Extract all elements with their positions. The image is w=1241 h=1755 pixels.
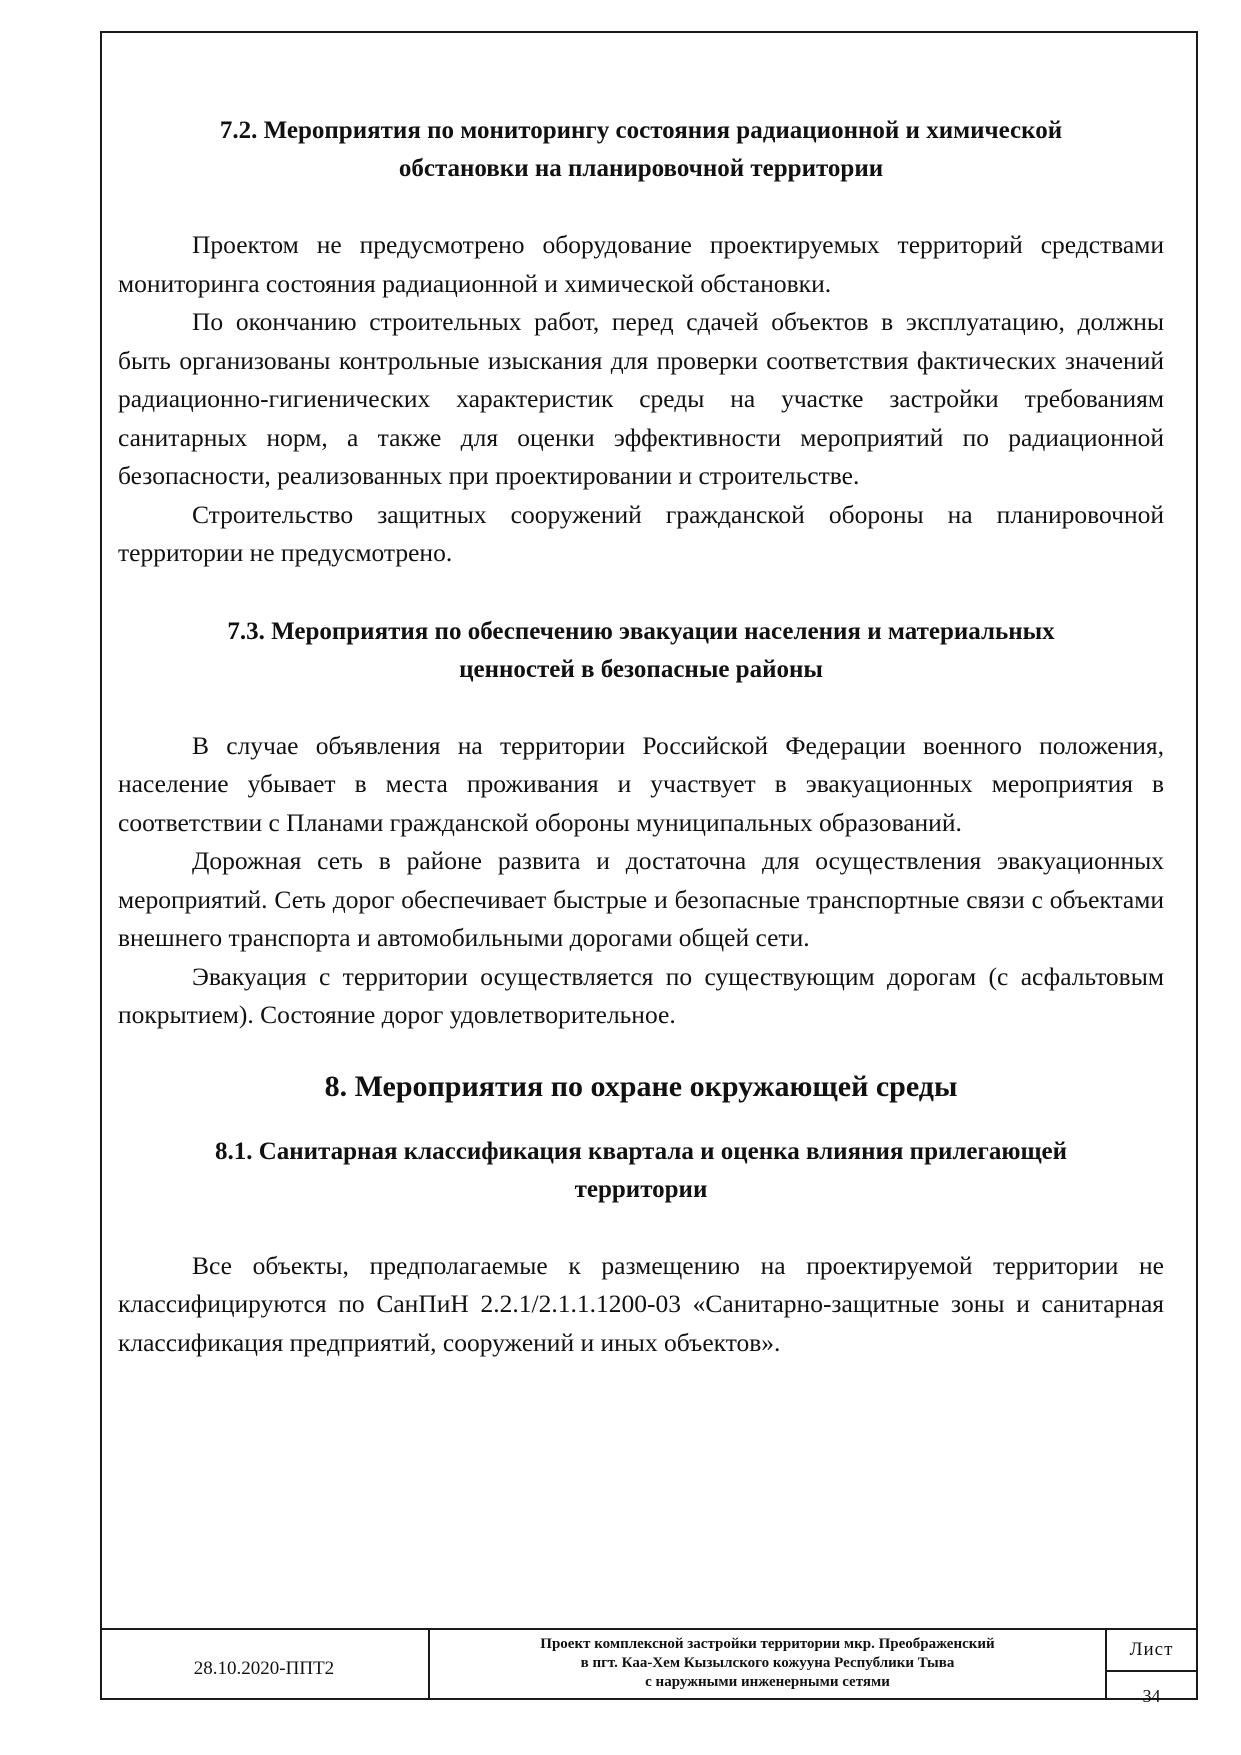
section-7-3-title-line1: 7.3. Мероприятия по обеспечению эвакуации населения и материальных	[227, 617, 1055, 645]
section-7-2-paragraph-1: Проектом не предусмотрено оборудование проектируемых территорий средствами мониторинга состояния радиационной и химической обстановки.	[118, 230, 1164, 298]
section-7-2-title	[118, 112, 1164, 188]
stamp-project-line3: с наружными инженерными сетями	[645, 1674, 890, 1690]
section-7-2-paragraph-3: Строительство защитных сооружений гражданской обороны на планировочной территории не предусмотрено.	[118, 499, 1164, 567]
stamp-doc-code: 28.10.2020-ППТ2	[193, 1658, 335, 1679]
title-block-stamp	[100, 1628, 1198, 1706]
section-7-3-paragraph-3: Эвакуация с территории осуществляется по существующим дорогам (с асфальтовым покрытием). Состояние дорог удовлетворительное.	[118, 961, 1164, 1029]
section-8-1-title-line1: 8.1. Санитарная классификация квартала и оценка влияния прилегающей	[214, 1137, 1068, 1165]
page-content	[118, 112, 1164, 1362]
section-7-2-title-line1: 7.2. Мероприятия по мониторингу состояния радиационной и химической	[219, 117, 1063, 144]
section-7-3-title-line2: ценностей в безопасные районы	[459, 655, 823, 683]
stamp-project-line1: Проект комплексной застройки территории мкр. Преображенский	[540, 1636, 995, 1652]
section-7-3-paragraph-1: В случае объявления на территории Российской Федерации военного положения, население убывает в места проживания и участвует в эвакуационных мероприятия в соответствии с Планами гражданской обороны муниципальных образований.	[118, 730, 1164, 837]
section-8-1-title-line2: территории	[574, 1175, 708, 1203]
stamp-project-cell	[430, 1630, 1107, 1700]
section-8-title: 8. Мероприятия по охране окружающей среды	[324, 1069, 958, 1103]
stamp-sheet-cell	[1107, 1630, 1196, 1706]
section-8-1-title	[118, 1133, 1164, 1209]
section-7-2-title-line2: обстановки на планировочной территории	[398, 155, 884, 182]
section-7-3-paragraph-2: Дорожная сеть в районе развита и достаточна для осуществления эвакуационных мероприятий. Сеть дорог обеспечивает быстрые и безопасные транспортные связи с объектами внешнего транспорта и автомобильными дорогами общей сети.	[118, 846, 1164, 952]
section-7-3-title	[118, 613, 1164, 689]
section-8-1-paragraph-1: Все объекты, предполагаемые к размещению на проектируемой территории не классифицируются по СанПиН 2.2.1/2.1.1.1200-03 «Санитарно-защитные зоны и санитарная классификация предприятий, сооружений и иных объектов».	[118, 1250, 1164, 1357]
stamp-sheet-label: Лист	[1107, 1630, 1196, 1672]
stamp-project-line2: в пгт. Каа-Хем Кызылского кожууна Республики Тыва	[580, 1655, 955, 1671]
stamp-sheet-number: 34	[1142, 1685, 1161, 1706]
stamp-doc-code-cell	[100, 1630, 430, 1700]
section-7-2-paragraph-2: По окончанию строительных работ, перед сдачей объектов в эксплуатацию, должны быть организованы контрольные изыскания для проверки соответствия фактических значений радиационно-гигиенических характеристик среды на участке застройки требованиям санитарных норм, а также для оценки эффективности мероприятий по радиационной безопасности, реализованных при проектировании и строительстве.	[118, 307, 1164, 490]
